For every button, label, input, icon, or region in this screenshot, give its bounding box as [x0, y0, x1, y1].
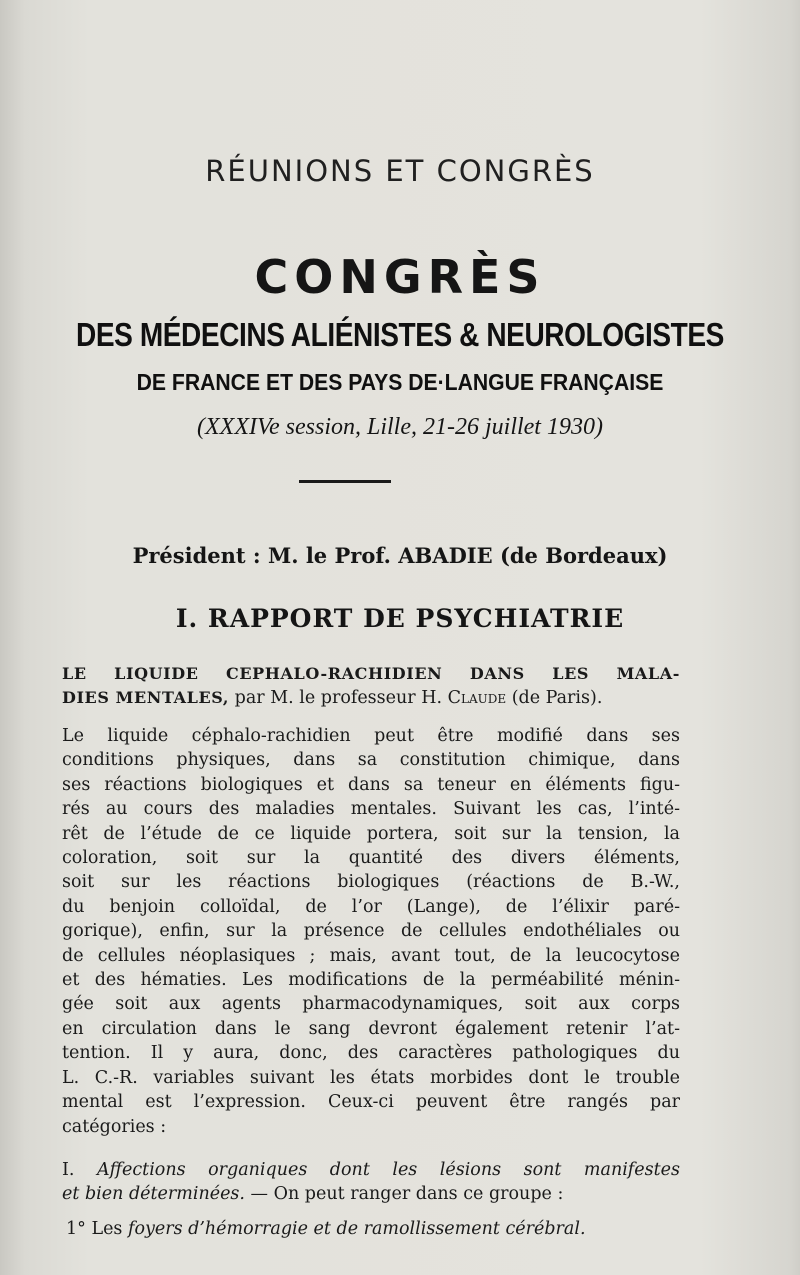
article-title-line2-bold: DIES MENTALES, [62, 688, 230, 708]
report-title: I. RAPPORT DE PSYCHIATRIE [175, 604, 625, 633]
category-title: Affections organiques dont les lésions sont manifestes [96, 1160, 680, 1180]
paragraph-line: gorique), enfin, sur la présence de cellules endothéliales ou [62, 921, 680, 942]
article-paragraph [62, 724, 680, 1139]
category-line2 [62, 1182, 680, 1206]
category-intro: — On peut ranger dans ce groupe : [244, 1184, 564, 1205]
paragraph-line: L. C.-R. variables suivant les états morbides dont le trouble [62, 1067, 680, 1088]
congress-subtitle-1: DES MÉDECINS ALIÉNISTES & NEUROLOGISTES [76, 316, 724, 353]
list-item-line [62, 1217, 680, 1241]
section-heading: RÉUNIONS ET CONGRÈS [205, 154, 595, 188]
list-item [62, 1217, 680, 1241]
paragraph-line: soit sur les réactions biologiques (réactions de B.-W., [62, 872, 680, 893]
category-number: I. [62, 1160, 97, 1180]
list-item-prefix: 1° Les [66, 1219, 128, 1239]
paragraph-line: en circulation dans le sang devront également retenir l’at- [62, 1018, 680, 1039]
paragraph-line: coloration, soit sur la quantité des divers éléments, [62, 848, 680, 869]
paragraph-line: rêt de l’étude de ce liquide portera, soit sur la tension, la [62, 823, 680, 844]
list-item-text: foyers d’hémorragie et de ramollissement cérébral. [127, 1219, 586, 1239]
paragraph-line: gée soit aux agents pharmacodynamiques, soit aux corps [62, 994, 680, 1015]
paragraph-line: de cellules néoplasiques ; mais, avant tout, de la leucocytose [62, 945, 680, 966]
paragraph-line: ses réactions biologiques et dans sa teneur en éléments figu- [62, 774, 680, 795]
paragraph-line: mental est l’expression. Ceux-ci peuvent être rangés par [62, 1092, 680, 1113]
paragraph-line: du benjoin colloïdal, de l’or (Lange), de l’élixir paré- [62, 896, 680, 917]
paragraph-line: rés au cours des maladies mentales. Suivant les cas, l’inté- [62, 799, 680, 820]
congress-title: CONGRÈS [254, 250, 546, 304]
category-heading [62, 1158, 680, 1207]
article-heading [62, 662, 680, 711]
article-title-line2 [62, 686, 680, 710]
article-title-line1: LE LIQUIDE CEPHALO-RACHIDIEN DANS LES MALA- [62, 664, 680, 683]
category-title-cont: et bien déterminées. [62, 1184, 245, 1205]
category-line1 [62, 1158, 680, 1182]
article-author-place: (de Paris). [506, 688, 603, 709]
president-line: Président : M. le Prof. ABADIE (de Bordeaux) [132, 543, 668, 568]
paragraph-line-last: catégories : [62, 1116, 167, 1137]
paragraph-line: conditions physiques, dans sa constitution chimique, dans [62, 750, 680, 771]
article-byline: par M. le professeur H. [229, 688, 448, 709]
article-author: Claude [447, 688, 507, 709]
paragraph-line: tention. Il y aura, donc, des caractères pathologiques du [62, 1043, 680, 1064]
paragraph-line: et des hématies. Les modifications de la perméabilité ménin- [62, 970, 680, 991]
session-info: (XXXIVe session, Lille, 21-26 juillet 1930) [197, 414, 603, 440]
paragraph-line: Le liquide céphalo-rachidien peut être modifié dans ses [62, 726, 680, 746]
congress-subtitle-2: DE FRANCE ET DES PAYS DE·LANGUE FRANÇAISE [136, 369, 664, 395]
divider-rule [299, 480, 391, 483]
